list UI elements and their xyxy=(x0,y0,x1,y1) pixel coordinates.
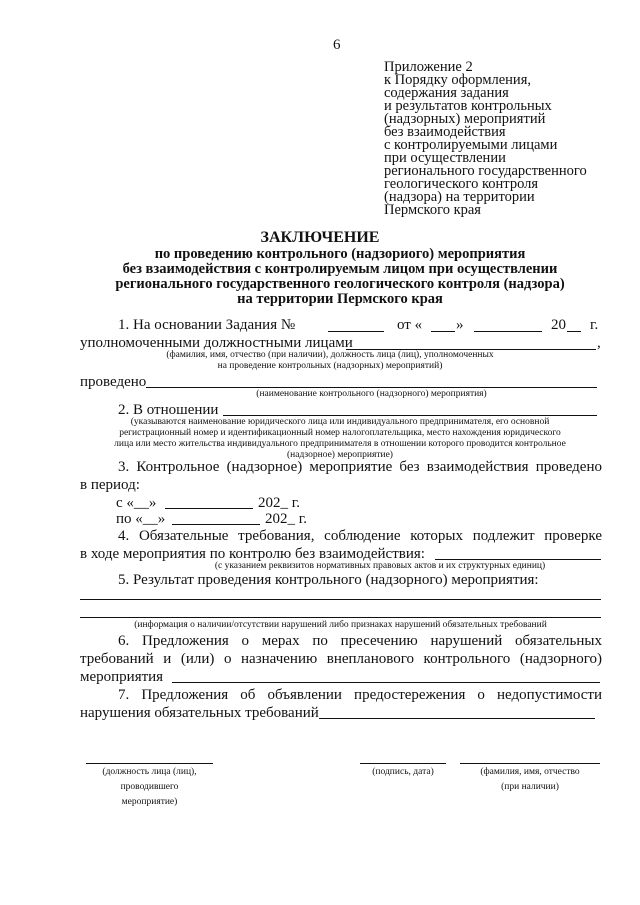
s2-hint-1: (указываются наименование юридического лица или индивидуального предпринимателя, его основной xyxy=(130,417,550,427)
appendix-line: при осуществлении xyxy=(384,150,506,166)
s4-line-2: в ходе мероприятия по контролю без взаимодействия: xyxy=(80,546,425,562)
subtitle-line: без взаимодействия с контролируемым лицом при осуществлении xyxy=(122,261,558,277)
s7-line-1: 7. Предложения об объявлении предостережения о недопустимости xyxy=(118,687,602,703)
task-year-field[interactable] xyxy=(567,331,581,332)
subtitle-line: на территории Пермского края xyxy=(237,291,443,307)
document-subtitle xyxy=(0,247,640,307)
s6-line-1: 6. Предложения о мерах по пресечению нарушений обязательных xyxy=(118,633,602,649)
event-name-field[interactable] xyxy=(146,387,597,388)
appendix-line: Пермского края xyxy=(384,202,481,218)
task-number-field[interactable] xyxy=(328,331,384,332)
s2-hint-4: (надзорное) мероприятие) xyxy=(287,450,393,460)
period-from-label: с «__» xyxy=(116,495,157,511)
period-from-field[interactable] xyxy=(165,508,253,509)
appendix-line: Приложение 2 xyxy=(384,59,473,75)
task-month-field[interactable] xyxy=(474,331,542,332)
signature-date-label: (подпись, дата) xyxy=(372,767,434,777)
s1-comma: , xyxy=(597,335,601,351)
subtitle-line: регионального государственного геологического контроля (надзора) xyxy=(115,276,565,292)
period-to-year: 202_ г. xyxy=(265,511,307,527)
s2-hint-3: лица или место жительства индивидуального предпринимателя в отношении которого проводится контрольное xyxy=(114,439,566,449)
result-field-1[interactable] xyxy=(80,599,601,600)
period-to-label: по «__» xyxy=(116,511,166,527)
subject-field[interactable] xyxy=(223,415,597,416)
appendix-line: к Порядку оформления, xyxy=(384,72,531,88)
appendix-block xyxy=(384,61,587,217)
s6-line-3: мероприятия xyxy=(80,669,164,685)
s1-conducted-label: проведено xyxy=(80,374,147,390)
s3-line-2: в период: xyxy=(80,477,140,493)
s3-line-1: 3. Контрольное (надзорное) мероприятие без взаимодействия проведено xyxy=(118,459,602,475)
appendix-line: геологического контроля xyxy=(384,176,539,192)
s6-line-2: требований и (или) о назначению внепланового контрольного (надзорного) xyxy=(80,651,602,667)
signature-name-line[interactable] xyxy=(460,763,600,764)
appendix-line: содержания задания xyxy=(384,85,509,101)
task-day-field[interactable] xyxy=(431,331,455,332)
s4-hint: (с указанием реквизитов нормативных правовых актов и их структурных единиц) xyxy=(214,561,546,571)
s1-basis-label: 1. На основании Задания № xyxy=(118,317,296,333)
s4-line-1: 4. Обязательные требования, соблюдение которых подлежит проверке xyxy=(118,528,602,544)
s1-officials-label: уполномоченными должностными лицами xyxy=(80,335,353,351)
s5-hint: (информация о наличии/отсутствии нарушений либо признаках нарушений обязательных требований xyxy=(134,620,547,630)
appendix-line: с контролируемыми лицами xyxy=(384,137,558,153)
measures-field[interactable] xyxy=(172,682,600,683)
officials-hint-2: на проведение контрольных (надзорных) мероприятий) xyxy=(217,361,443,371)
appendix-line: (надзорных) мероприятий xyxy=(384,111,546,127)
s1-year-prefix: 20 xyxy=(551,317,566,333)
appendix-line: (надзора) на территории xyxy=(384,189,535,205)
event-name-hint: (наименование контрольного (надзорного) мероприятия) xyxy=(256,389,487,399)
officials-hint-1: (фамилия, имя, отчество (при наличии), должность лица (лиц), уполномоченных xyxy=(166,350,494,360)
period-from-year: 202_ г. xyxy=(258,495,300,511)
signature-position-2: проводившего xyxy=(120,782,179,792)
subtitle-line: по проведению контрольного (надзориого) мероприятия xyxy=(154,246,526,262)
signature-line[interactable] xyxy=(360,763,446,764)
signature-name-1: (фамилия, имя, отчество xyxy=(480,767,580,777)
s5-line-1: 5. Результат проведения контрольного (надзорного) мероприятия: xyxy=(118,572,539,588)
s2-hint-2: регистрационный номер и идентификационный номер налогоплательщика, место нахождения юридического xyxy=(119,428,561,438)
signature-position-1: (должность лица (лиц), xyxy=(102,767,197,777)
appendix-line: без взаимодействия xyxy=(384,124,506,140)
s1-year-suffix: г. xyxy=(590,317,599,333)
appendix-line: и результатов контрольных xyxy=(384,98,552,114)
document-title: ЗАКЛЮЧЕНИЕ xyxy=(260,229,380,246)
signature-position-line[interactable] xyxy=(86,763,213,764)
requirements-field[interactable] xyxy=(435,559,601,560)
result-field-2[interactable] xyxy=(80,617,601,618)
appendix-line: регионального государственного xyxy=(384,163,587,179)
page-number: 6 xyxy=(333,37,341,53)
period-to-field[interactable] xyxy=(172,524,260,525)
warning-field[interactable] xyxy=(319,718,595,719)
s7-line-2: нарушения обязательных требований xyxy=(80,705,319,721)
signature-name-2: (при наличии) xyxy=(501,782,559,792)
s1-quote-close: » xyxy=(456,317,464,333)
signature-position-3: мероприятие) xyxy=(121,797,178,807)
s1-from-label: от « xyxy=(397,317,423,333)
s2-label: 2. В отношении xyxy=(118,402,219,418)
